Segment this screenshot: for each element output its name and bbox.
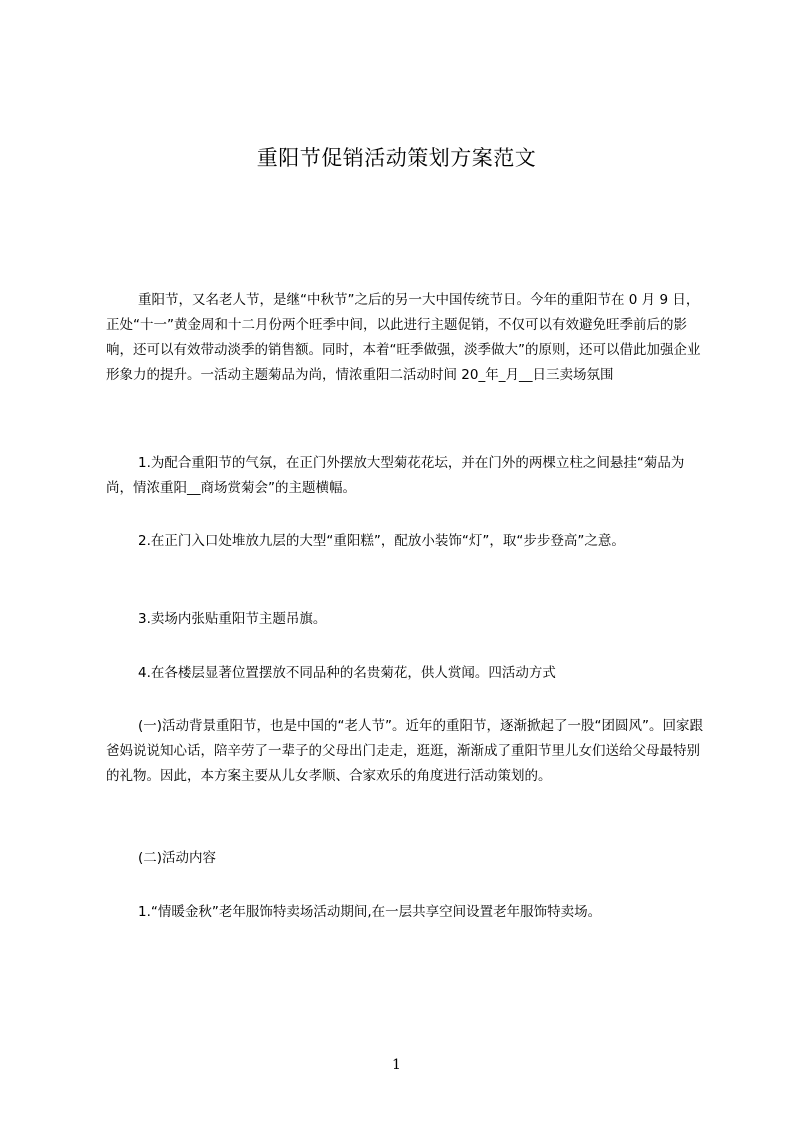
paragraph-activity-content-item-1: 1.“情暖金秋”老年服饰特卖场活动期间,在一层共享空间设置老年服饰特卖场。: [138, 904, 602, 920]
paragraph-item-4: 4.在各楼层显著位置摆放不同品种的名贵菊花，供人赏闻。四活动方式: [138, 665, 556, 681]
paragraph-item-1: 1.为配合重阳节的气氛，在正门外摆放大型菊花花坛，并在门外的两棵立柱之间悬挂“菊品为尚，情浓重阳__商场赏菊会”的主题横幅。: [106, 455, 685, 496]
paragraph-item-3: 3.卖场内张贴重阳节主题吊旗。: [138, 611, 327, 627]
paragraph-activity-background: (一)活动背景重阳节，也是中国的“老人节”。近年的重阳节，逐渐掀起了一股“团圆风”。回家跟爸妈说说知心话，陪辛劳了一辈子的父母出门走走，逛逛，渐渐成了重阳节里儿女们送给父母最特别的礼物。因此，本方案主要从儿女孝顺、合家欢乐的角度进行活动策划的。: [106, 718, 704, 784]
paragraph-intro: 重阳节，又名老人节，是继“中秋节”之后的另一大中国传统节日。今年的重阳节在 0 月 9 日，正处“十一”黄金周和十二月份两个旺季中间，以此进行主题促销，不仅可以有效避免旺季前后的影响，还可以有效带动淡季的销售额。同时，本着“旺季做强，淡季做大”的原则，还可以借此加强企业形象力的提升。一活动主题菊品为尚，情浓重阳二活动时间 20_年_月__日三卖场氛围: [106, 292, 701, 383]
paragraph-item-2: 2.在正门入口处堆放九层的大型“重阳糕”，配放小装饰“灯”，取“步步登高”之意。: [138, 533, 625, 549]
page-number: 1: [392, 1057, 401, 1073]
paragraph-activity-content-heading: (二)活动内容: [138, 850, 217, 866]
document-title: 重阳节促销活动策划方案范文: [256, 146, 537, 170]
